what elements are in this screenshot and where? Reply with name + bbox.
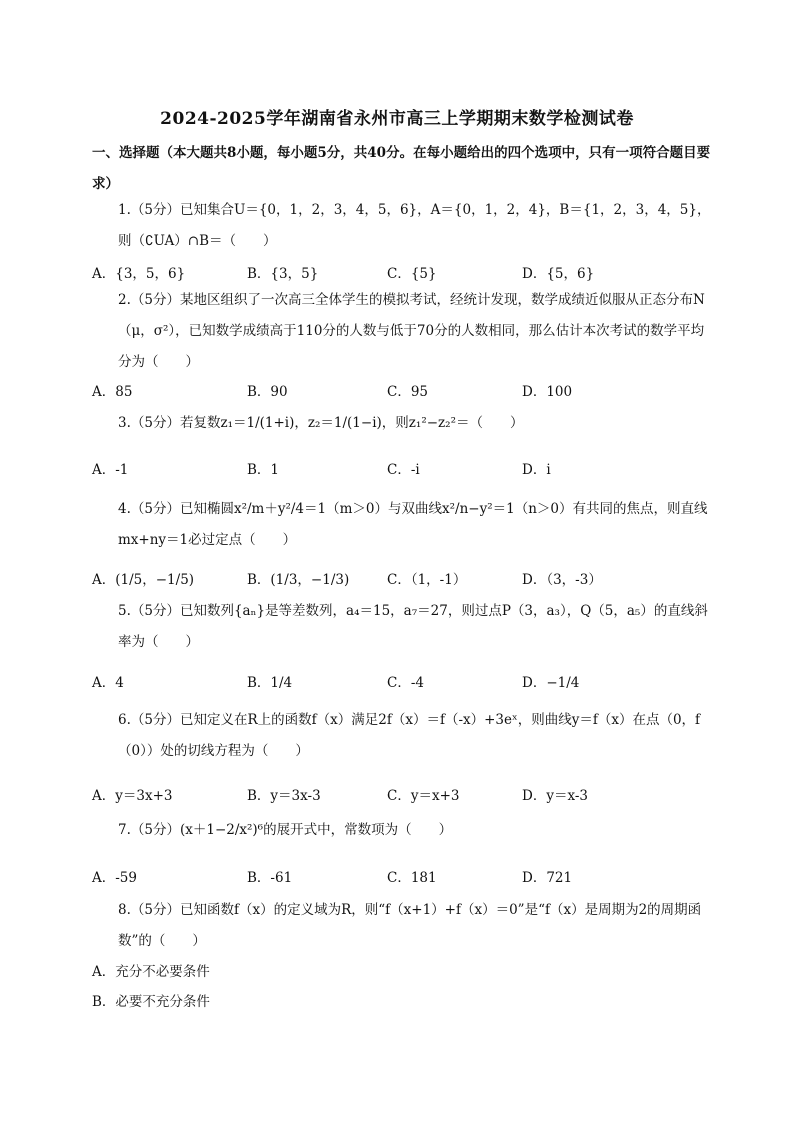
option-a: A．-1: [92, 462, 129, 478]
option-c: C．-4: [387, 675, 424, 691]
option-a: A．y＝3x+3: [92, 788, 173, 804]
option-c: C．-i: [387, 462, 420, 478]
option-d: D．100: [522, 384, 573, 400]
question-2: 2.（5分）某地区组织了一次高三全体学生的模拟考试，经统计发现，数学成绩近似服从正态分布N（μ，σ²），已知数学成绩高于110分的人数与低于70分的人数相同，那么估计本次考试的数学平均分为（ ）: [118, 292, 705, 370]
page-title: 2024-2025学年湖南省永州市高三上学期期末数学检测试卷: [160, 109, 634, 129]
options-6: [92, 784, 712, 808]
option-b: B．(1/3，−1/3): [247, 572, 350, 588]
options-3: [92, 458, 712, 482]
option-a: A．(1/5，−1/5): [92, 572, 195, 588]
options-1: [92, 262, 712, 286]
option-a: A．85: [92, 384, 133, 400]
options-7: [92, 866, 712, 890]
option-b: B．必要不充分条件: [92, 994, 210, 1010]
option-c: C．（1，-1）: [387, 572, 467, 588]
section-heading: 一、选择题（本大题共8小题，每小题5分，共40分。在每小题给出的四个选项中，只有一项符合题目要求）: [92, 145, 711, 192]
option-b: B．y＝3x-3: [247, 788, 321, 804]
option-c: C．95: [387, 384, 429, 400]
option-a: A．-59: [92, 870, 137, 886]
option-a: A．4: [92, 675, 124, 691]
option-d: D．（3，-3）: [522, 572, 602, 588]
option-c: C．{5}: [387, 266, 437, 282]
options-5: [92, 671, 712, 695]
question-7: 7.（5分）(x＋1−2/x²)⁶的展开式中，常数项为（ ）: [118, 822, 453, 838]
option-c: C．y＝x+3: [387, 788, 460, 804]
option-b: B．1/4: [247, 675, 293, 691]
option-b: B．1: [247, 462, 280, 478]
question-1: 1.（5分）已知集合U＝{0，1，2，3，4，5，6}，A＝{0，1，2，4}，B＝{1，2，3，4，5}，则（∁UA）∩B＝（ ）: [118, 202, 711, 249]
options-4: [92, 568, 712, 592]
question-4: 4.（5分）已知椭圆x²/m＋y²/4＝1（m＞0）与双曲线x²/n−y²＝1（n＞0）有共同的焦点，则直线mx+ny＝1必过定点（ ）: [118, 501, 708, 548]
option-b: B．90: [247, 384, 288, 400]
option-c: C．181: [387, 870, 437, 886]
question-3: 3.（5分）若复数z₁＝1/(1+i)，z₂＝1/(1−i)，则z₁²−z₂²＝（ ）: [118, 415, 524, 431]
option-d: D．{5，6}: [522, 266, 595, 282]
question-6: 6.（5分）已知定义在R上的函数f（x）满足2f（x）＝f（-x）+3eˣ，则曲线y＝f（x）在点（0，f（0））处的切线方程为（ ）: [118, 712, 701, 759]
option-a: A．充分不必要条件: [92, 964, 210, 980]
option-b: B．{3，5}: [247, 266, 319, 282]
option-a: A．{3，5，6}: [92, 266, 186, 282]
option-b: B．-61: [247, 870, 293, 886]
question-5: 5.（5分）已知数列{aₙ}是等差数列，a₄＝15，a₇＝27，则过点P（3，a₃），Q（5，a₅）的直线斜率为（ ）: [118, 603, 708, 650]
options-2: [92, 380, 712, 404]
question-8: 8.（5分）已知函数f（x）的定义域为R，则“f（x+1）+f（x）＝0”是“f（x）是周期为2的周期函数”的（ ）: [118, 902, 702, 949]
option-d: D．721: [522, 870, 573, 886]
option-d: D．−1/4: [522, 675, 580, 691]
option-d: D．y＝x-3: [522, 788, 588, 804]
option-d: D．i: [522, 462, 551, 478]
